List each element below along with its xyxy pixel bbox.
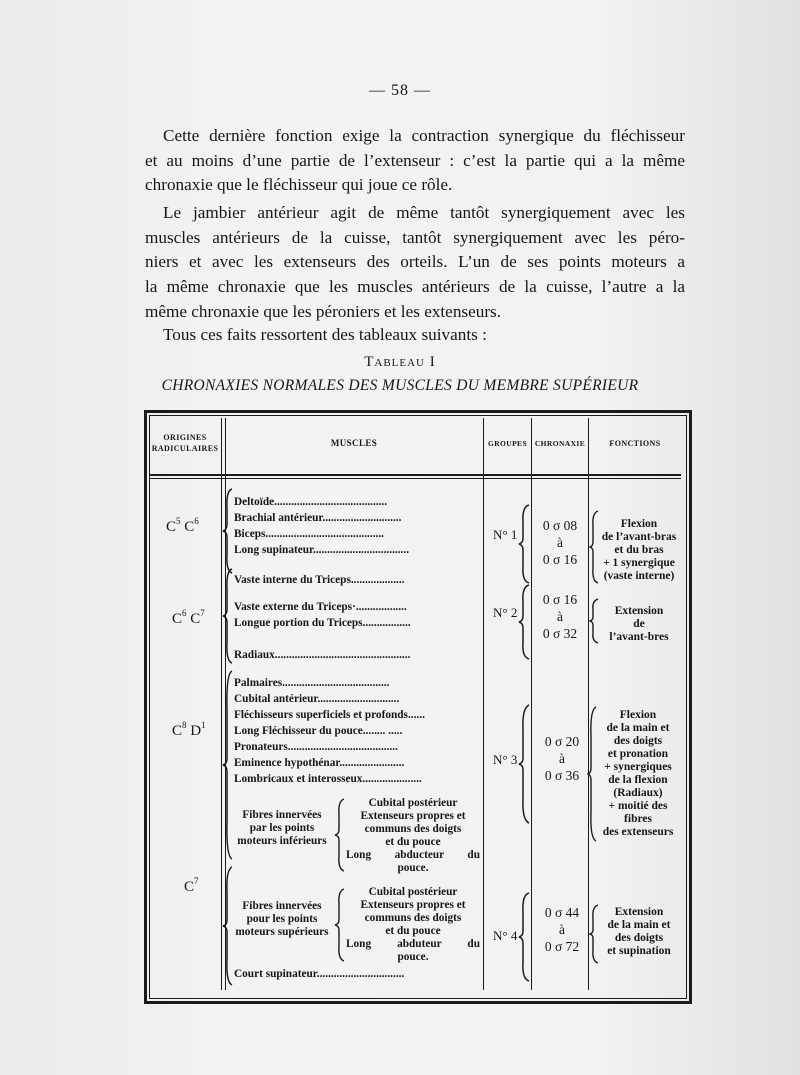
header-origins (150, 432, 220, 454)
table-title: CHRONAXIES NORMALES DES MUSCLES DU MEMBRE SUPÉRIEUR (161, 377, 639, 394)
fibres-inferior: Fibres innervées par les points moteurs inférieurs (237, 809, 327, 847)
muscle-row: Court supinateur............................... (234, 968, 405, 980)
muscle-row: Cubital antérieur............................. (234, 693, 400, 705)
group-label: N° 1 (493, 527, 518, 542)
paragraph-3 (145, 323, 685, 348)
muscle-row: Radiaux................................................ (234, 649, 411, 661)
text-line: Tous ces faits ressortent des tableaux suivants : (163, 325, 487, 344)
brace (334, 798, 346, 872)
root-c7: $C^7$ (184, 876, 199, 895)
header-origins-line2: RADICULAIRES (151, 444, 219, 453)
column-divider (531, 418, 532, 990)
root-c5-c6: $C^5$ $C^6$ (166, 516, 199, 535)
muscle-row: Palmaires...................................... (234, 677, 390, 689)
function-text: Extension de la main et des doigts et supination (607, 906, 671, 957)
column-divider (483, 418, 484, 990)
group-label: N° 3 (493, 752, 518, 767)
text-line: muscles antérieurs de la cuisse, tantôt synergiquement avec les péro- (145, 227, 685, 247)
group-label: N° 2 (493, 605, 518, 620)
sub-muscles-superior: Cubital postérieur Extenseurs propres et communs des doigts et du pouce Long abduteur du pouce. (346, 886, 480, 963)
chronaxie-value: 0 σ 16 à 0 σ 32 (542, 592, 578, 641)
muscle-row: Lombricaux et interosseux..................... (234, 773, 422, 785)
brace (518, 504, 530, 584)
muscle-row: Vaste externe du Triceps·.................. (234, 601, 407, 613)
brace (518, 892, 530, 982)
brace (222, 568, 234, 664)
header-origins-line1: ORIGINES (163, 433, 207, 442)
muscle-row: Biceps.......................................... (234, 528, 384, 540)
root-c8-d1: $C^8$ $D^1$ (172, 720, 206, 739)
header-rule (150, 474, 681, 476)
brace (518, 584, 530, 660)
page-number: — 58 — (369, 82, 431, 99)
text-line: Le jambier antérieur agit de même tantôt synergiquement avec les (163, 203, 685, 222)
table-label: Tableau I (364, 354, 436, 370)
chronaxie-value: 0 σ 08 à 0 σ 16 (542, 518, 578, 567)
muscle-row: Fléchisseurs superficiels et profonds...... (234, 709, 425, 721)
text-line: niers et avec les extenseurs des orteils. L’un de ses points moteurs a (145, 252, 685, 272)
paragraph-2 (145, 201, 685, 325)
header-functions: FONCTIONS (609, 439, 661, 448)
brace (518, 704, 530, 824)
header-chronaxie: CHRONAXIE (534, 439, 586, 448)
brace (222, 488, 234, 574)
muscle-row: Pronateurs....................................... (234, 741, 398, 753)
text-line: la même chronaxie que les muscles antérieurs de la cuisse, l’autre a la (145, 277, 685, 297)
chronaxie-value: 0 σ 20 à 0 σ 36 (544, 734, 580, 783)
muscle-row: Longue portion du Triceps................. (234, 617, 411, 629)
function-text: Flexion de la main et des doigts et pronation + synergiques de la flexion (Radiaux) + moitié des fibres des extenseurs (602, 709, 674, 838)
muscle-row: Long supinateur.................................. (234, 544, 410, 556)
muscle-row: Deltoïde........................................ (234, 496, 388, 508)
brace (334, 888, 346, 962)
text-line: Cette dernière fonction exige la contraction synergique du fléchisseur (163, 126, 685, 145)
chronaxie-value: 0 σ 44 à 0 σ 72 (544, 905, 580, 954)
function-text: Flexion de l’avant-bras et du bras + 1 synergique (vaste interne) (601, 518, 677, 582)
paragraph-1 (145, 124, 685, 198)
muscle-row: Brachial antérieur............................ (234, 512, 402, 524)
fibres-superior: Fibres innervées pour les points moteurs supérieurs (235, 900, 329, 938)
root-c6-c7: $C^6$ $C^7$ (172, 608, 205, 627)
text-line: chronaxie que le fléchisseur qui joue ce rôle. (145, 175, 453, 195)
function-text: Extension de l’avant-bres (609, 605, 669, 643)
header-muscles: MUSCLES (330, 438, 378, 448)
sub-muscles-inferior: Cubital postérieur Extenseurs propres et communs des doigts et du pouce Long abducteur du pouce. (346, 797, 480, 874)
header-rule-2 (150, 478, 681, 479)
text-line: et au moins d’une partie de l’extenseur : c’est la partie qui a la même (145, 150, 685, 170)
muscle-row: Vaste interne du Triceps................... (234, 574, 405, 586)
header-groups: GROUPES (487, 439, 528, 448)
text-line: même chronaxie que les péroniers et les extenseurs. (145, 301, 502, 321)
group-label: N° 4 (493, 928, 518, 943)
muscle-row: Eminence hypothénar....................... (234, 757, 405, 769)
muscle-row: Long Fléchisseur du pouce........ ..... (234, 725, 403, 737)
